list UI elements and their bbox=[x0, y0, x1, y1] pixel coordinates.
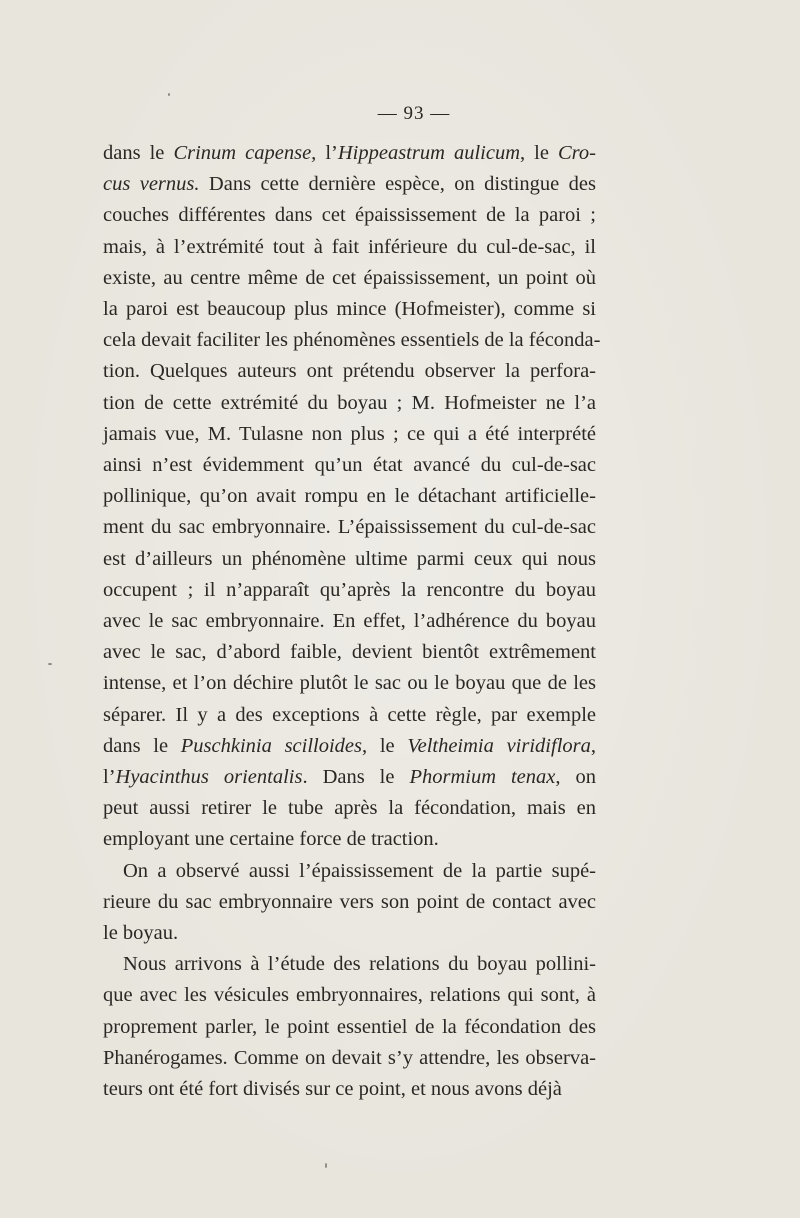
text-line: cus vernus. Dans cette dernière espèce, on distingue des bbox=[103, 173, 597, 196]
text-line: ainsi n’est évidemment qu’un état avancé du cul-de-sac bbox=[103, 454, 596, 477]
text-line: existe, au centre même de cet épaississement, un point où bbox=[103, 266, 596, 289]
text-line: mais, à l’extrémité tout à fait inférieure du cul-de-sac, il bbox=[103, 235, 596, 258]
text-line: ment du sac embryonnaire. L’épaississement du cul-de-sac bbox=[103, 516, 596, 539]
text-line: couches différentes dans cet épaississement de la paroi ; bbox=[103, 204, 596, 227]
text-line: pollinique, qu’on avait rompu en le détachant artificielle- bbox=[103, 485, 596, 508]
paper-speck bbox=[168, 93, 170, 96]
body-text bbox=[103, 138, 601, 1105]
text-line: tion de cette extrémité du boyau ; M. Hofmeister ne l’a bbox=[103, 391, 596, 414]
text-line: Phanérogames. Comme on devait s’y attendre, les observa- bbox=[103, 1046, 596, 1069]
text-line: peut aussi retirer le tube après la fécondation, mais en bbox=[103, 797, 596, 820]
text-line: tion. Quelques auteurs ont prétendu observer la perfora- bbox=[103, 360, 596, 383]
paper-speck bbox=[48, 663, 52, 665]
text-line: avec le sac embryonnaire. En effet, l’adhérence du boyau bbox=[103, 610, 596, 633]
text-line: teurs ont été fort divisés sur ce point, et nous avons déjà bbox=[103, 1078, 562, 1101]
text-line: rieure du sac embryonnaire vers son point de contact avec bbox=[103, 890, 596, 913]
text-line: intense, et l’on déchire plutôt le sac ou le boyau que de les bbox=[103, 672, 596, 695]
text-line: jamais vue, M. Tulasne non plus ; ce qui a été interprété bbox=[103, 422, 596, 445]
text-line: cela devait faciliter les phénomènes essentiels de la féconda- bbox=[103, 329, 601, 352]
text-line: avec le sac, d’abord faible, devient bientôt extrêmement bbox=[103, 641, 596, 664]
text-line: le boyau. bbox=[103, 922, 179, 945]
paragraph bbox=[103, 949, 596, 1105]
text-line: dans le Crinum capense, l’Hippeastrum aulicum, le Cro- bbox=[103, 142, 596, 164]
italic-term: cus vernus. bbox=[103, 173, 200, 196]
text-line: est d’ailleurs un phénomène ultime parmi ceux qui nous bbox=[103, 547, 596, 570]
paper-speck bbox=[325, 1163, 327, 1168]
italic-term: Hippeastrum aulicum bbox=[337, 142, 520, 164]
text-line: occupent ; il n’apparaît qu’après la rencontre du boyau bbox=[103, 578, 596, 601]
italic-term: Veltheimia viridiflora bbox=[407, 734, 591, 757]
italic-term: Crinum capense, bbox=[173, 142, 317, 164]
text-line: la paroi est beaucoup plus mince (Hofmeister), comme si bbox=[103, 298, 596, 321]
text-line: séparer. Il y a des exceptions à cette règle, par exemple bbox=[103, 703, 596, 726]
text-line: employant une certaine force de traction. bbox=[103, 828, 439, 851]
paragraph bbox=[103, 138, 601, 856]
text-line: proprement parler, le point essentiel de la fécondation des bbox=[103, 1015, 596, 1038]
italic-term: Puschkinia scilloides bbox=[180, 734, 363, 757]
paragraph bbox=[103, 856, 596, 950]
italic-term: Hyacinthus orientalis bbox=[115, 766, 303, 789]
text-line: On a observé aussi l’épaississement de la partie supé- bbox=[123, 859, 596, 882]
text-line: dans le Puschkinia scilloides, le Veltheimia viridiflora, bbox=[103, 734, 596, 757]
text-line: Nous arrivons à l’étude des relations du boyau pollini- bbox=[123, 953, 596, 976]
page-number: — 93 — bbox=[377, 103, 451, 124]
text-line: l’Hyacinthus orientalis. Dans le Phormium tenax, on bbox=[103, 766, 596, 789]
text-line: que avec les vésicules embryonnaires, relations qui sont, à bbox=[103, 984, 596, 1007]
italic-term: Phormium tenax bbox=[409, 766, 556, 789]
italic-term: Cro- bbox=[558, 142, 596, 164]
